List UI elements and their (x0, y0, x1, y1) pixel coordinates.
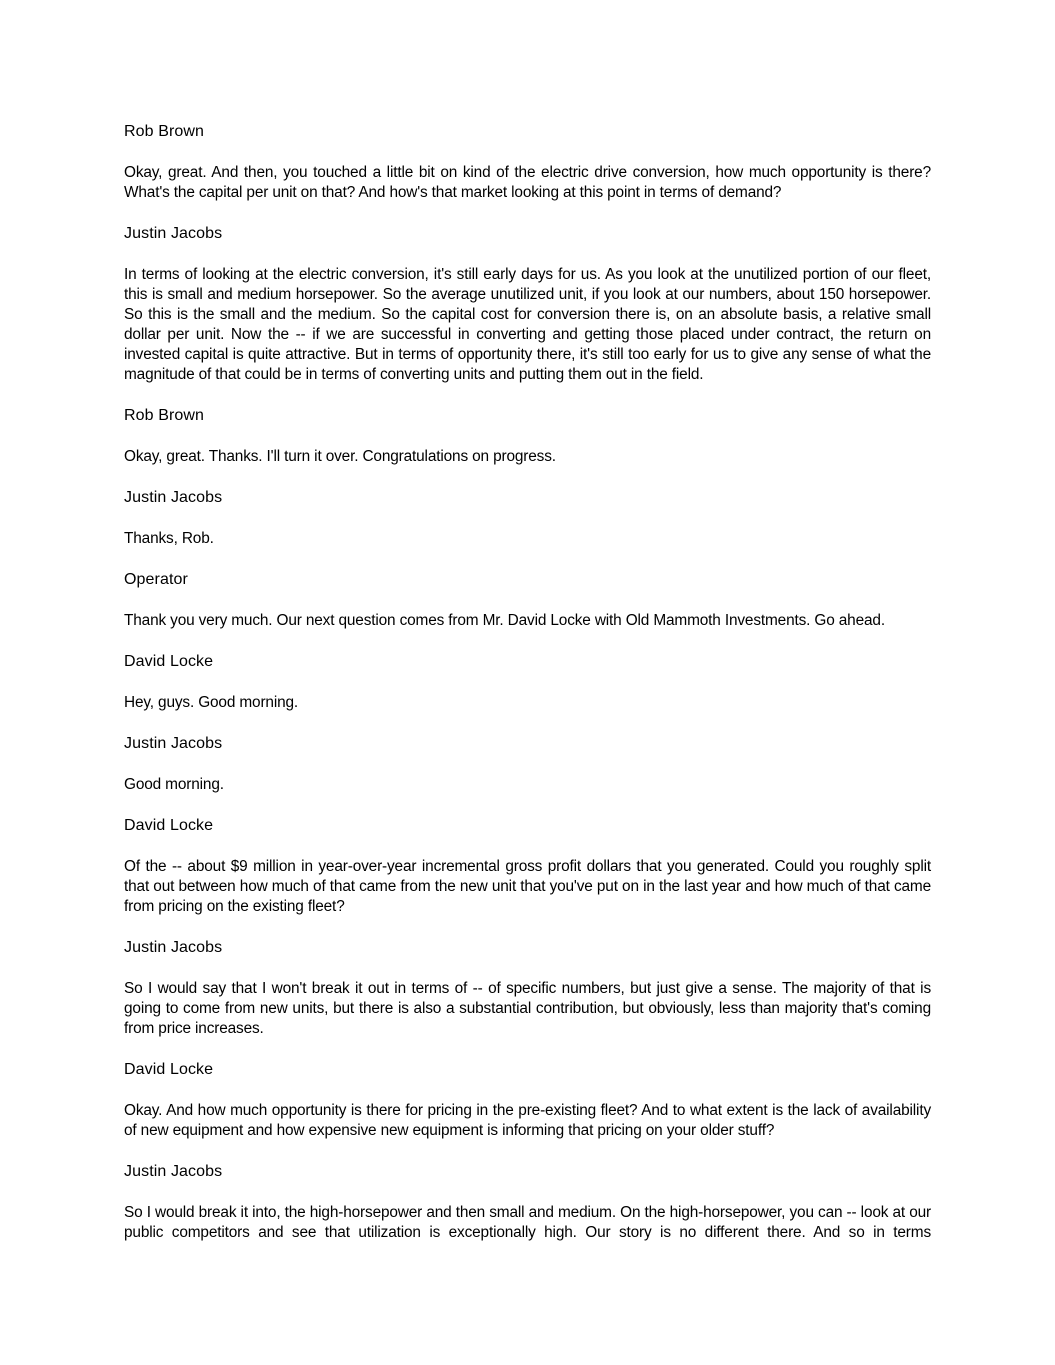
transcript-page (124, 122, 931, 1264)
transcript-entry (124, 570, 931, 631)
speaker-name: Rob Brown (124, 407, 205, 424)
speech-paragraph: Good morning. (124, 776, 224, 793)
speech-paragraph: In terms of looking at the electric conversion, it's still early days for us. As you look at the unutilized portion of our fleet, this is small and medium horsepower. So the average unutilized unit, if you look at our numbers, about 150 horsepower. So this is the small and the medium. So the capital cost for conversion there is, on an absolute basis, a relative small dollar per unit. Now the -- if we are successful in converting and getting those placed under contract, the return on invested capital is quite attractive. But in terms of opportunity there, it's still too early for us to give any sense of what the magnitude of that could be in terms of converting units and putting them out in the field. (124, 266, 931, 383)
speaker-name: Justin Jacobs (124, 1163, 223, 1180)
transcript-entry (124, 734, 931, 795)
speaker-name: Justin Jacobs (124, 225, 223, 242)
transcript-entry (124, 488, 931, 549)
speaker-name: Justin Jacobs (124, 939, 223, 956)
speech-paragraph: Thank you very much. Our next question comes from Mr. David Locke with Old Mammoth Investments. Go ahead. (124, 612, 885, 629)
transcript-entry (124, 1060, 931, 1141)
speech-paragraph: Okay, great. And then, you touched a little bit on kind of the electric drive conversion, how much opportunity is there? What's the capital per unit on that? And how's that market looking at this point in terms of demand? (124, 164, 931, 201)
speech-paragraph: Okay, great. Thanks. I'll turn it over. Congratulations on progress. (124, 448, 556, 465)
transcript-entry (124, 652, 931, 713)
speaker-name: David Locke (124, 1061, 214, 1078)
speech-paragraph: Of the -- about $9 million in year-over-year incremental gross profit dollars that you generated. Could you roughly split that out between how much of that came from the new unit that you've put on in the last year and how much of that came from pricing on the existing fleet? (124, 858, 931, 915)
speaker-name: Justin Jacobs (124, 489, 223, 506)
transcript-entry (124, 816, 931, 917)
speaker-name: Justin Jacobs (124, 735, 223, 752)
speaker-name: David Locke (124, 653, 214, 670)
speech-paragraph: Okay. And how much opportunity is there for pricing in the pre-existing fleet? And to what extent is the lack of availability of new equipment and how expensive new equipment is informing that pricing on your older stuff? (124, 1102, 931, 1139)
transcript-entry (124, 224, 931, 385)
speech-paragraph: Hey, guys. Good morning. (124, 694, 299, 711)
transcript-entry (124, 1162, 931, 1243)
transcript-entry (124, 406, 931, 467)
speech-paragraph: So I would say that I won't break it out in terms of -- of specific numbers, but just give a sense. The majority of that is going to come from new units, but there is also a substantial contribution, but obviously, less than majority that's coming from price increases. (124, 980, 931, 1037)
speech-paragraph: Thanks, Rob. (124, 530, 214, 547)
speaker-name: Operator (124, 571, 188, 588)
speaker-name: David Locke (124, 817, 214, 834)
transcript-entry (124, 122, 931, 203)
speaker-name: Rob Brown (124, 123, 205, 140)
transcript-entry (124, 938, 931, 1039)
speech-paragraph: So I would break it into, the high-horsepower and then small and medium. On the high-horsepower, you can -- look at our public competitors and see that utilization is exceptionally high. Our story is no different there. And so in terms (124, 1204, 931, 1241)
